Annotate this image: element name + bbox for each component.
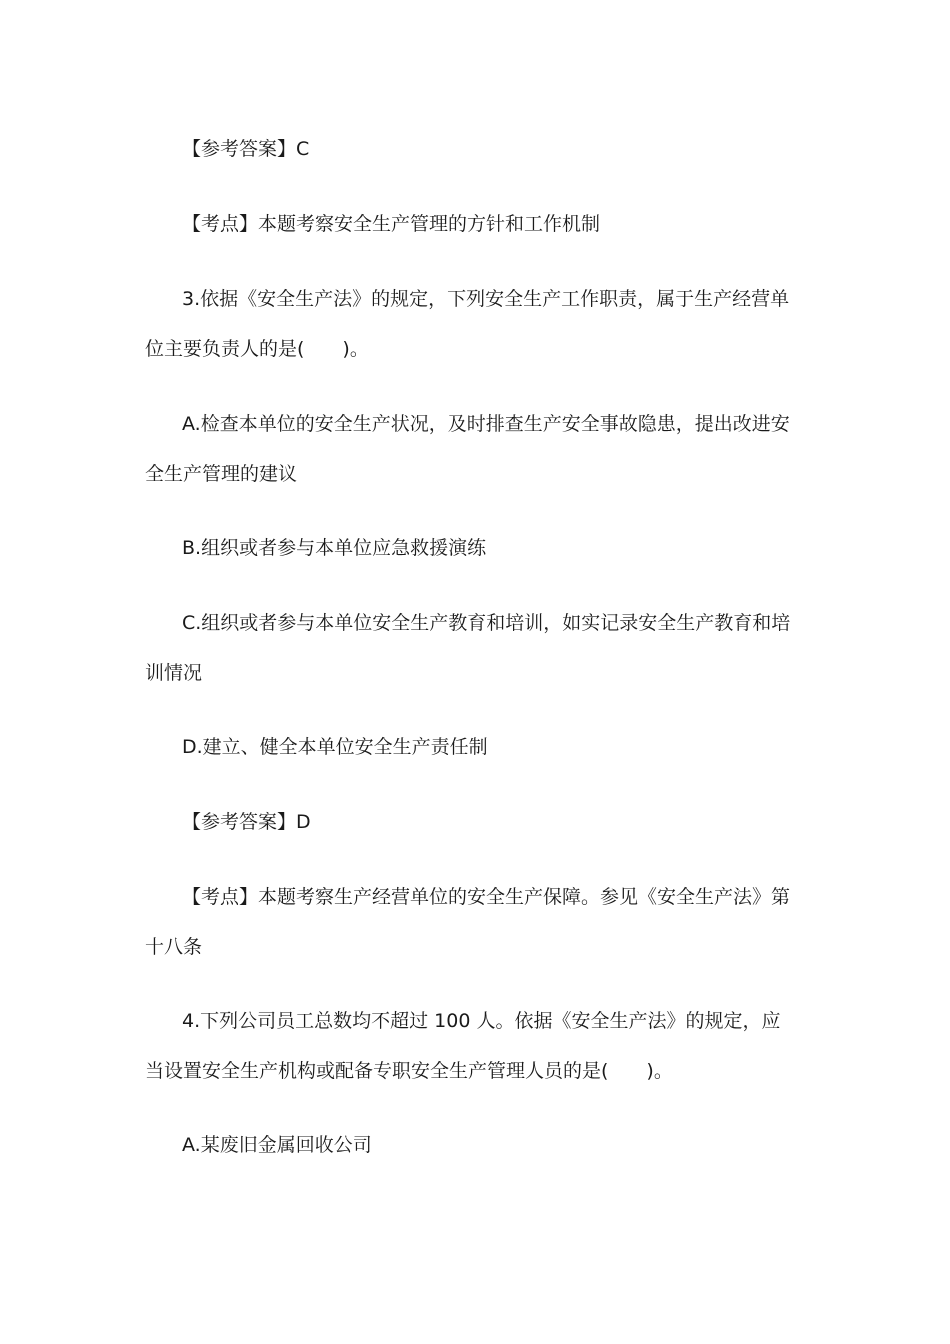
- question-4-option-a: A.某废旧金属回收公司: [182, 1134, 372, 1156]
- question-3-option-c: C.组织或者参与本单位安全生产教育和培训，如实记录安全生产教育和培训情况: [145, 612, 791, 684]
- exam-point-1: 【考点】本题考察安全生产管理的方针和工作机制: [182, 213, 601, 235]
- question-3: 3.依据《安全生产法》的规定，下列安全生产工作职责，属于生产经营单位主要负责人的是( )。: [145, 288, 790, 360]
- question-3-option-a: A.检查本单位的安全生产状况，及时排查生产安全事故隐患，提出改进安全生产管理的建议: [145, 413, 790, 485]
- question-3-option-d: D.建立、健全本单位安全生产责任制: [182, 736, 488, 758]
- exam-point-2: 【考点】本题考察生产经营单位的安全生产保障。参见《安全生产法》第十八条: [145, 886, 791, 958]
- answer-line-2: 【参考答案】D: [182, 811, 311, 833]
- question-4: 4.下列公司员工总数均不超过 100 人。依据《安全生产法》的规定，应当设置安全生产机构或配备专职安全生产管理人员的是( )。: [145, 1010, 781, 1082]
- question-3-option-b: B.组织或者参与本单位应急救援演练: [182, 537, 487, 559]
- answer-line-1: 【参考答案】C: [182, 138, 310, 160]
